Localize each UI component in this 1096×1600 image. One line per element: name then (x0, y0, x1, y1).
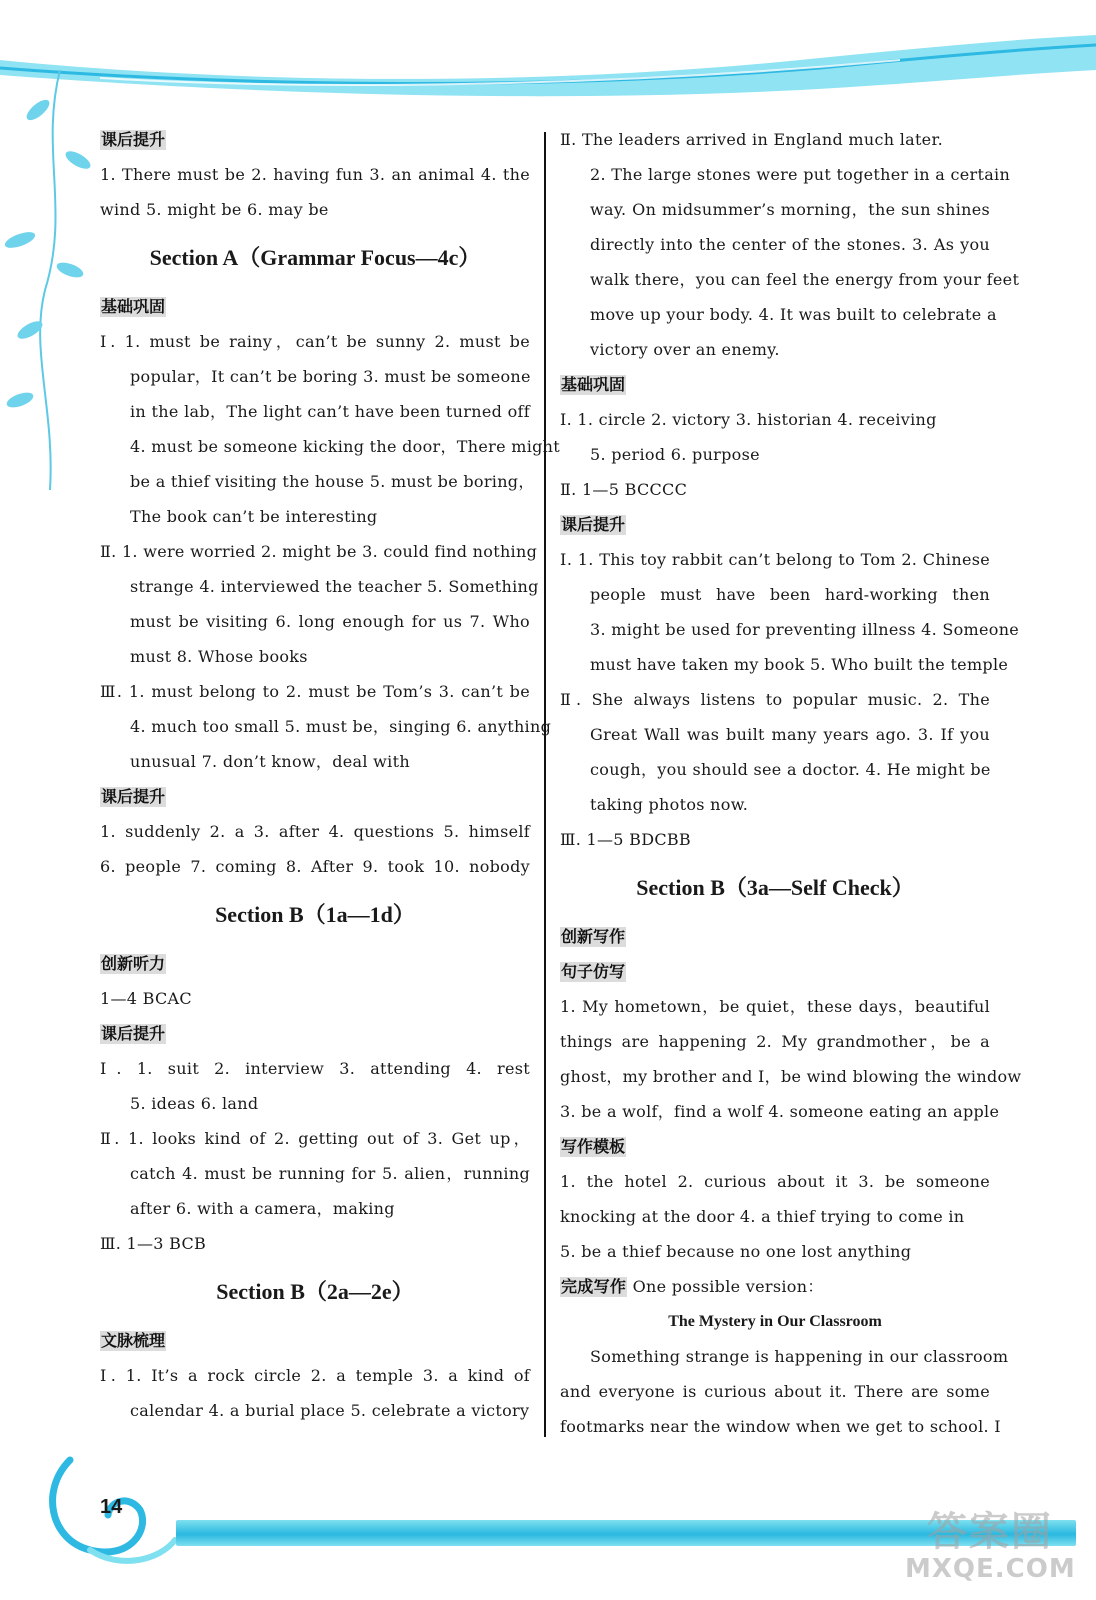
watermark-url: MXQE.COM (905, 1554, 1076, 1584)
answer-line: Ⅱ. 1. were worried 2. might be 3. could find nothing (100, 542, 538, 561)
answer-line: Ⅲ. 1. must belong to 2. must be Tom’s 3. can’t be (100, 682, 530, 701)
answer-line: Ⅰ. 1. circle 2. victory 3. historian 4. receiving (560, 410, 937, 429)
section-label: 课后提升 (561, 515, 626, 534)
answer-line: Ⅰ. 1. It’s a rock circle 2. a temple 3. a kind of (100, 1366, 530, 1385)
answer-line: 1. suddenly 2. a 3. after 4. questions 5. himself (100, 822, 530, 841)
answer-line: must be visiting 6. long enough for us 7. Who (130, 612, 530, 631)
answer-line: 5. period 6. purpose (590, 445, 760, 464)
answer-line: victory over an enemy. (590, 340, 780, 359)
answer-line: 2. The large stones were put together in a certain (590, 165, 1011, 184)
top-banner-decoration (0, 30, 1096, 110)
section-label: 课后提升 (101, 787, 166, 806)
answer-line: 1. There must be 2. having fun 3. an animal 4. the (100, 165, 530, 184)
answer-line: in the lab，The light can’t have been turned off (130, 402, 530, 421)
answer-line: strange 4. interviewed the teacher 5. Something (130, 577, 539, 596)
section-heading: Section B（1a—1d） (215, 902, 415, 927)
essay-line: Something strange is happening in our classroom (590, 1347, 1009, 1366)
section-heading: Section A（Grammar Focus—4c） (149, 245, 481, 270)
answer-line: 3. be a wolf，find a wolf 4. someone eating an apple (560, 1102, 1000, 1121)
answer-line: Ⅱ. 1—5 BCCCC (560, 480, 688, 499)
section-label: 创新听力 (101, 954, 166, 973)
essay-title: The Mystery in Our Classroom (668, 1313, 882, 1330)
version-note: One possible version： (627, 1277, 824, 1296)
answer-line: 5. be a thief because no one lost anything (560, 1242, 912, 1261)
section-label: 课后提升 (101, 1024, 166, 1043)
section-heading: Section B（2a—2e） (216, 1279, 414, 1304)
answer-line: 4. much too small 5. must be，singing 6. anything (130, 717, 552, 736)
answer-line: taking photos now. (590, 795, 749, 814)
section-heading: Section B（3a—Self Check） (636, 875, 914, 900)
answer-line: cough，you should see a doctor. 4. He might be (590, 760, 991, 779)
section-label: 基础巩固 (101, 297, 166, 316)
section-label: 完成写作 (561, 1277, 627, 1296)
answer-line: ghost，my brother and I，be wind blowing the window (560, 1067, 1022, 1086)
answer-line: 3. might be used for preventing illness 4. Someone (590, 620, 1020, 639)
answer-line: 4. must be someone kicking the door，There might (130, 437, 561, 456)
section-label: 创新写作 (561, 927, 626, 946)
vine-decoration (0, 70, 110, 500)
answer-line: people must have been hard-working then (590, 585, 990, 604)
answer-line: way. On midsummer’s morning，the sun shines (590, 200, 990, 219)
answer-line: walk there，you can feel the energy from your feet (590, 270, 1020, 289)
answer-line: must 8. Whose books (130, 647, 308, 666)
answer-line: The book can’t be interesting (130, 507, 378, 526)
essay-line: and everyone is curious about it. There are some (560, 1382, 990, 1401)
answer-line: wind 5. might be 6. may be (100, 200, 329, 219)
answer-line: 6. people 7. coming 8. After 9. took 10. nobody (100, 857, 530, 876)
answer-line: 1. the hotel 2. curious about it 3. be someone (560, 1172, 990, 1191)
section-label: 句子仿写 (561, 962, 626, 981)
answer-line: popular，It can’t be boring 3. must be someone (130, 367, 531, 386)
answer-line (560, 1269, 990, 1304)
answer-line: Ⅱ. The leaders arrived in England much later. (560, 130, 944, 149)
page-number: 14 (100, 1496, 123, 1518)
column-divider (544, 132, 546, 1437)
watermark-logo-text: 答案圈 (927, 1509, 1053, 1555)
answer-line: Ⅱ. 1. looks kind of 2. getting out of 3. Get up， (100, 1129, 530, 1148)
left-column (100, 122, 561, 1428)
section-label: 基础巩固 (561, 375, 626, 394)
answer-line: Ⅰ. 1. suit 2. interview 3. attending 4. rest (100, 1059, 530, 1078)
answer-line: Ⅲ. 1—3 BCB (100, 1234, 207, 1253)
answer-line: be a thief visiting the house 5. must be boring， (130, 472, 535, 491)
section-label: 写作模板 (561, 1137, 626, 1156)
answer-line: Ⅲ. 1—5 BDCBB (560, 830, 691, 849)
answer-line: Ⅰ. 1. This toy rabbit can’t belong to Tom 2. Chinese (560, 550, 990, 569)
answer-line: Ⅱ. She always listens to popular music. 2. The (560, 690, 990, 709)
answer-line: catch 4. must be running for 5. alien，running (130, 1164, 530, 1183)
answer-line: after 6. with a camera，making (130, 1199, 395, 1218)
answer-line: directly into the center of the stones. 3. As you (590, 235, 990, 254)
section-label: 文脉梳理 (101, 1331, 166, 1350)
answer-line: knocking at the door 4. a thief trying to come in (560, 1207, 965, 1226)
answer-line: 5. ideas 6. land (130, 1094, 259, 1113)
answer-line: 1—4 BCAC (100, 989, 192, 1008)
answer-line: calendar 4. a burial place 5. celebrate a victory (130, 1401, 530, 1420)
essay-line: footmarks near the window when we get to school. I (560, 1417, 1001, 1436)
answer-line: Ⅰ. 1. must be rainy，can’t be sunny 2. must be (100, 332, 530, 351)
answer-line: move up your body. 4. It was built to celebrate a (590, 305, 997, 324)
answer-line: 1. My hometown，be quiet，these days，beautiful (560, 997, 990, 1016)
answer-line: must have taken my book 5. Who built the temple (590, 655, 1009, 674)
watermark (905, 1510, 1075, 1584)
answer-line: unusual 7. don’t know，deal with (130, 752, 410, 771)
section-label: 课后提升 (101, 130, 166, 149)
right-column (560, 122, 1022, 1444)
answer-line: things are happening 2. My grandmother，be a (560, 1032, 990, 1051)
answer-line: Great Wall was built many years ago. 3. If you (590, 725, 990, 744)
